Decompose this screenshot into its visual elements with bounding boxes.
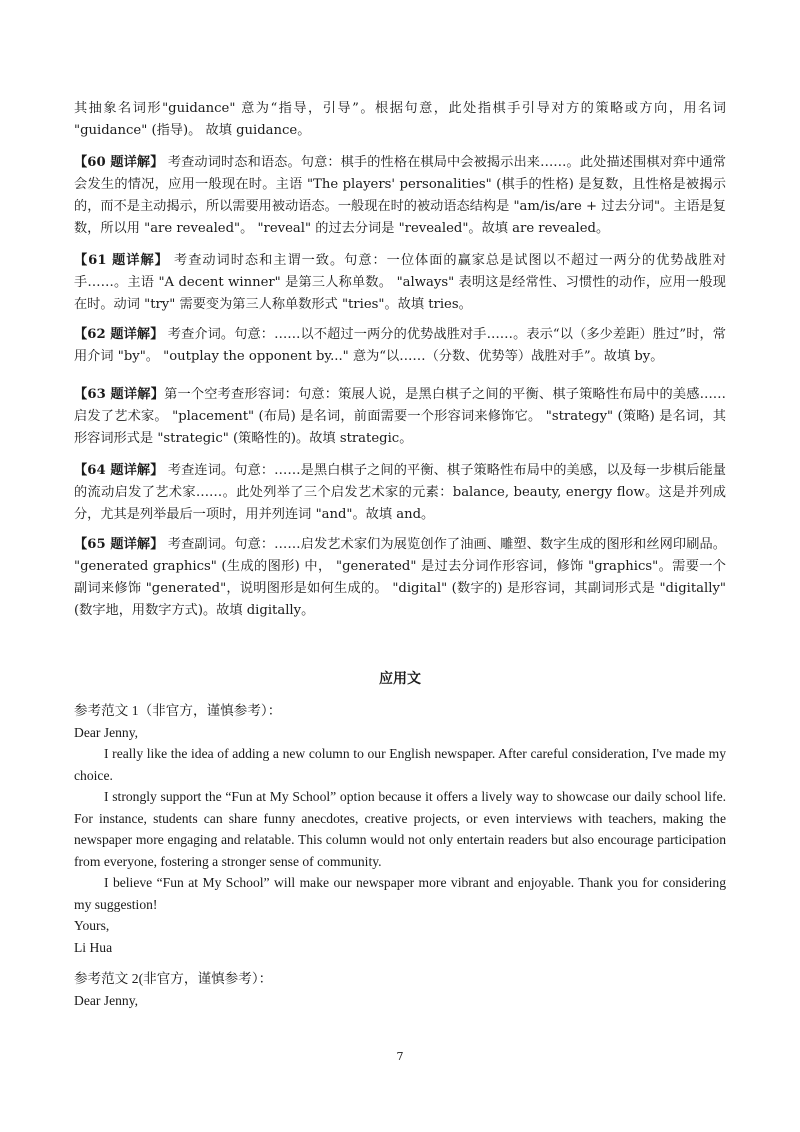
sample1-paragraph-3: I believe “Fun at My School” will make our newspaper more vibrant and enjoyable. Thank you for considering my suggestion!: [74, 875, 726, 912]
q61-body: 考查动词时态和主谓一致。句意：一位体面的赢家总是试图以不超过一两分的优势战胜对手……。主语 "A decent winner" 是第三人称单数。 "always" 表明这是经常性、习惯性的动作，应用一般现在时。动词 "try" 需要变为第三人称单数形式 "tries"。故填 tries。: [74, 253, 726, 312]
q62-heading: 【62 题详解】: [74, 327, 164, 342]
q65-explanation: [74, 534, 726, 622]
q64-body: 考查连词。句意：……是黑白棋子之间的平衡、棋子策略性布局中的美感，以及每一步棋后能量的流动启发了艺术家……。此处列举了三个启发艺术家的元素：balance, beauty, energy flow。这是并列成分，尤其是列举最后一项时，用并列连词 "and"。故填 and。: [74, 463, 726, 522]
q61-heading: 【61 题详解】: [74, 253, 169, 268]
q62-body: 考查介词。句意：……以不超过一两分的优势战胜对手……。表示“以（多少差距）胜过”时，常用介词 "by"。 "outplay the opponent by..." 意为“以……（分数、优势等）战胜对手”。故填 by。: [74, 327, 726, 364]
page-number: 7: [396, 1050, 404, 1063]
q65-heading: 【65 题详解】: [74, 537, 164, 552]
intro-paragraph: [74, 98, 726, 142]
sample1-paragraph-2: I strongly support the “Fun at My School” option because it offers a lively way to showcase our daily school life. For instance, students can share funny anecdotes, creative projects, or even interviews with teachers, making the newspaper more engaging and relatable. This column would not only entertain readers but also encourage participation from everyone, fostering a stronger sense of community.: [74, 789, 726, 869]
sample1-closing: Yours,: [74, 918, 110, 933]
q60-heading: 【60 题详解】: [74, 155, 164, 170]
sample-essay-2: [74, 968, 726, 1011]
q61-explanation: [74, 250, 726, 316]
q60-explanation: [74, 152, 726, 240]
sample-essay-1: [74, 700, 726, 958]
q63-explanation: [74, 384, 726, 450]
sample1-label: 参考范文 1（非官方，谨慎参考）：: [74, 703, 282, 718]
sample2-label: 参考范文 2(非官方，谨慎参考）：: [74, 971, 273, 986]
q60-body: 考查动词时态和语态。句意：棋手的性格在棋局中会被揭示出来……。此处描述围棋对弈中通常会发生的情况，应用一般现在时。主语 "The players' personalities" (棋手的性格) 是复数，且性格是被揭示的，而不是主动揭示，所以需要用被动语态。一般现在时的被动语态结构是 "am/is/are + 过去分词"。主语是复数，所以用 "are revealed"。 "reveal" 的过去分词是 "revealed"。故填 are revealed。: [74, 155, 726, 236]
section-title: 应用文: [379, 671, 421, 687]
q64-explanation: [74, 460, 726, 526]
q64-heading: 【64 题详解】: [74, 463, 164, 478]
sample1-paragraph-1: I really like the idea of adding a new column to our English newspaper. After careful consideration, I've made my choice.: [74, 746, 726, 783]
sample1-signature: Li Hua: [74, 939, 113, 955]
q63-heading: 【63 题详解】: [74, 387, 165, 402]
intro-text: 其抽象名词形"guidance" 意为“指导，引导”。根据句意，此处指棋手引导对方的策略或方向，用名词 "guidance" (指导)。 故填 guidance。: [74, 101, 726, 138]
sample2-greeting: Dear Jenny,: [74, 992, 139, 1008]
sample1-greeting: Dear Jenny,: [74, 724, 139, 740]
q63-body: 第一个空考查形容词：句意：策展人说，是黑白棋子之间的平衡、棋子策略性布局中的美感……启发了艺术家。 "placement" (布局) 是名词，前面需要一个形容词来修饰它。 "strategy" (策略) 是名词，其形容词形式是 "strategic" (策略性的)。故填 strategic。: [74, 387, 726, 446]
q62-explanation: [74, 324, 726, 368]
q65-body: 考查副词。句意：……启发艺术家们为展览创作了油画、雕塑、数字生成的图形和丝网印刷品。 "generated graphics" (生成的图形) 中， "generated" 是过去分词作形容词，修饰 "graphics"。需要一个副词来修饰 "generated"，说明图形是如何生成的。 "digital" (数字的) 是形容词，其副词形式是 "digitally" (数字地，用数字方式)。故填 digitally。: [74, 537, 726, 618]
